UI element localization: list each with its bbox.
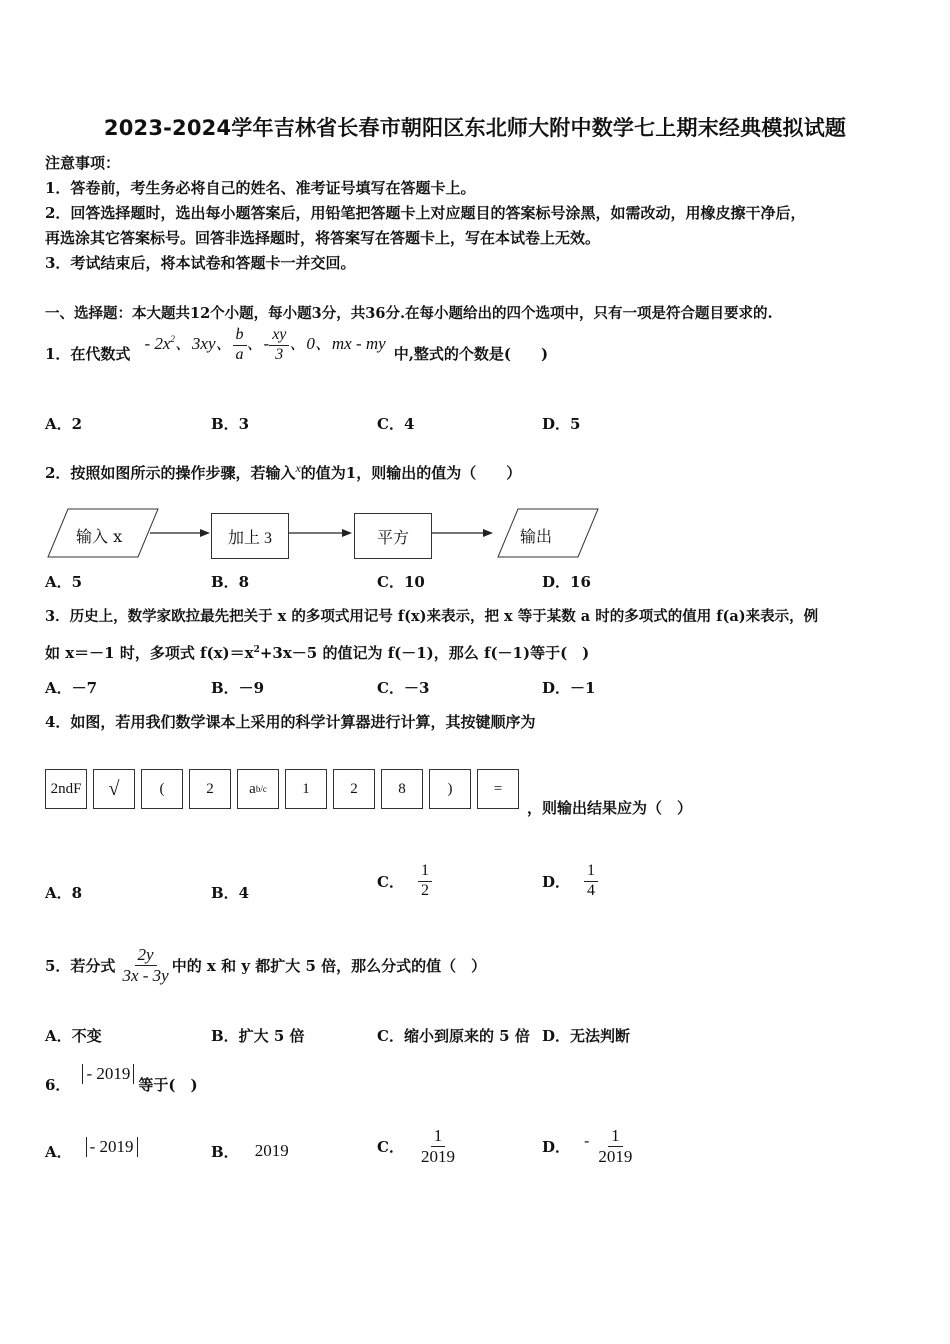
q3-option-c: C．－3 [377,679,430,697]
q3-option-a: A．－7 [45,679,98,697]
q6-option-d [542,1116,635,1176]
notice-item: 2．回答选择题时，选出每小题答案后，用铅笔把答题卡上对应题目的答案标号涂黑，如需改动，用橡皮擦干净后， [45,204,806,222]
notice-item: 再选涂其它答案标号。回答非选择题时，将答案写在答题卡上，写在本试卷上无效。 [45,229,601,247]
q5-frac [119,945,171,985]
notice-heading: 注意事项： [45,154,121,172]
key-abc [237,769,279,809]
q6-prefix: 6． [45,1075,71,1094]
q5-suffix: 中的 x 和 y 都扩大 5 倍，那么分式的值（ ） [171,956,487,975]
option-label: B． [211,1142,239,1161]
q1-expr-a: - 2x [144,333,171,353]
q4-option-c-frac [418,862,432,900]
option-label: D． [542,872,571,891]
key-close-paren: ) [429,769,471,809]
q6-option-b-value: 2019 [254,1141,289,1160]
q6-abs-value: - 2019 [82,1064,134,1084]
q6-option-d-sign: - [584,1130,590,1150]
q3-line2-sup: 2 [253,645,260,655]
q1-option-c: C．4 [377,415,415,433]
q4-option-b: B．4 [211,884,250,902]
key-1: 1 [285,769,327,809]
q6-option-a [45,1126,138,1176]
frac-denominator: 2019 [420,1146,455,1166]
key-sqrt: √ [93,769,135,809]
q1-suffix: 中,整式的个数是( ) [393,344,549,363]
option-label: D． [542,1137,571,1156]
frac-denominator: a [235,345,244,363]
key-equals: = [477,769,519,809]
frac-numerator: 1 [608,1126,623,1147]
arrow-head-icon [200,529,210,537]
section-heading: 一、选择题：本大题共12个小题，每小题3分，共36分.在每小题给出的四个选项中，只有一项是符合题目要求的. [45,305,773,322]
frac-numerator: 1 [418,862,432,881]
frac-denominator: 3x - 3y [122,965,169,985]
q2-suffix: 的值为1，则输出的值为（ ） [300,464,522,482]
frac-denominator: 2019 [598,1146,633,1166]
question-5 [45,940,486,990]
q6-option-c [377,1116,458,1176]
q1-frac2 [269,326,289,364]
q5-option-b: B．扩大 5 倍 [211,1027,305,1045]
q1-expr-c: 、- [246,333,270,353]
q1-expr-b: 、3xy、 [174,333,233,353]
question-1 [45,328,548,378]
q4-option-a: A．8 [45,884,83,902]
frac-denominator: 4 [587,881,596,899]
q6-suffix: 等于( ) [138,1075,198,1094]
q1-option-a: A．2 [45,415,83,433]
frac-numerator: 1 [431,1126,446,1147]
q1-expr-a-sup: 2 [170,334,175,345]
option-label: C． [377,1137,404,1156]
key-2ndf: 2ndF [45,769,87,809]
q1-option-d: D．5 [542,415,581,433]
q2-option-a: A．5 [45,573,83,591]
q5-prefix: 5．若分式 [45,956,116,975]
q6-option-c-frac [418,1126,458,1166]
q6-option-d-frac [595,1126,635,1166]
q3-line2a: 如 x＝－1 时，多项式 f(x)＝x [45,644,254,662]
q2-var: x [295,461,301,475]
q3-line2 [45,642,589,663]
question-6 [45,1058,198,1094]
key-abc-sup: b/c [255,784,267,794]
question-2 [45,462,521,483]
q1-option-b: B．3 [211,415,250,433]
q3-line2b: +3x－5 的值记为 f(－1)，那么 f(－1)等于( ) [259,644,590,662]
q4-stem: 4．如图，若用我们数学课本上采用的科学计算器进行计算，其按键顺序为 [45,713,536,731]
arrow-head-icon [483,529,493,537]
frac-numerator: 2y [135,945,157,966]
notice-item: 1．答卷前，考生务必将自己的姓名、准考证号填写在答题卡上。 [45,179,476,197]
frac-numerator: 1 [584,862,598,881]
key-8: 8 [381,769,423,809]
q3-option-b: B．－9 [211,679,265,697]
frac-denominator: 2 [420,881,429,899]
frac-denominator: 3 [275,345,284,363]
frac-numerator: xy [269,326,289,345]
calculator-keys [45,769,519,809]
key-open-paren: ( [141,769,183,809]
q5-option-c: C．缩小到原来的 5 倍 [377,1027,530,1045]
q6-option-b [211,1126,289,1176]
flow-add-box: 加上 3 [211,513,289,559]
q6-option-a-value: - 2019 [86,1137,138,1157]
flow-output-label: 输出 [520,527,553,546]
key-2b: 2 [333,769,375,809]
q4-suffix: ，则输出结果应为（ ） [527,799,693,817]
q5-option-a: A．不变 [45,1027,102,1045]
q1-expr-e: mx - my [331,333,386,353]
frac-numerator: b [233,326,247,345]
page-title: 2023-2024学年吉林省长春市朝阳区东北师大附中数学七上期末经典模拟试题 [103,116,847,140]
q1-expr-d: 、0、 [289,333,332,353]
q2-prefix: 2．按照如图所示的操作步骤，若输入 [45,464,296,482]
q1-expression [144,326,385,364]
option-label: C． [377,872,404,891]
q1-prefix: 1．在代数式 [45,344,131,363]
notice-item: 3．考试结束后，将本试卷和答题卡一并交回。 [45,254,356,272]
q2-option-b: B．8 [211,573,250,591]
q3-option-d: D．－1 [542,679,596,697]
q3-line1: 3．历史上，数学家欧拉最先把关于 x 的多项式用记号 f(x)来表示，把 x 等于某数 a 时的多项式的值用 f(a)来表示，例 [45,608,819,625]
q2-option-d: D．16 [542,573,591,591]
q5-option-d: D．无法判断 [542,1027,631,1045]
q4-option-d-frac [584,862,598,900]
option-label: A． [45,1142,72,1161]
key-abc-main: a [249,780,256,797]
q2-option-c: C．10 [377,573,425,591]
q4-option-d [542,856,598,906]
arrow-head-icon [342,529,352,537]
flow-square-box: 平方 [354,513,432,559]
key-2: 2 [189,769,231,809]
flow-input-label: 输入 x [76,527,123,546]
q4-option-c [377,856,432,906]
q1-frac1 [233,326,247,364]
